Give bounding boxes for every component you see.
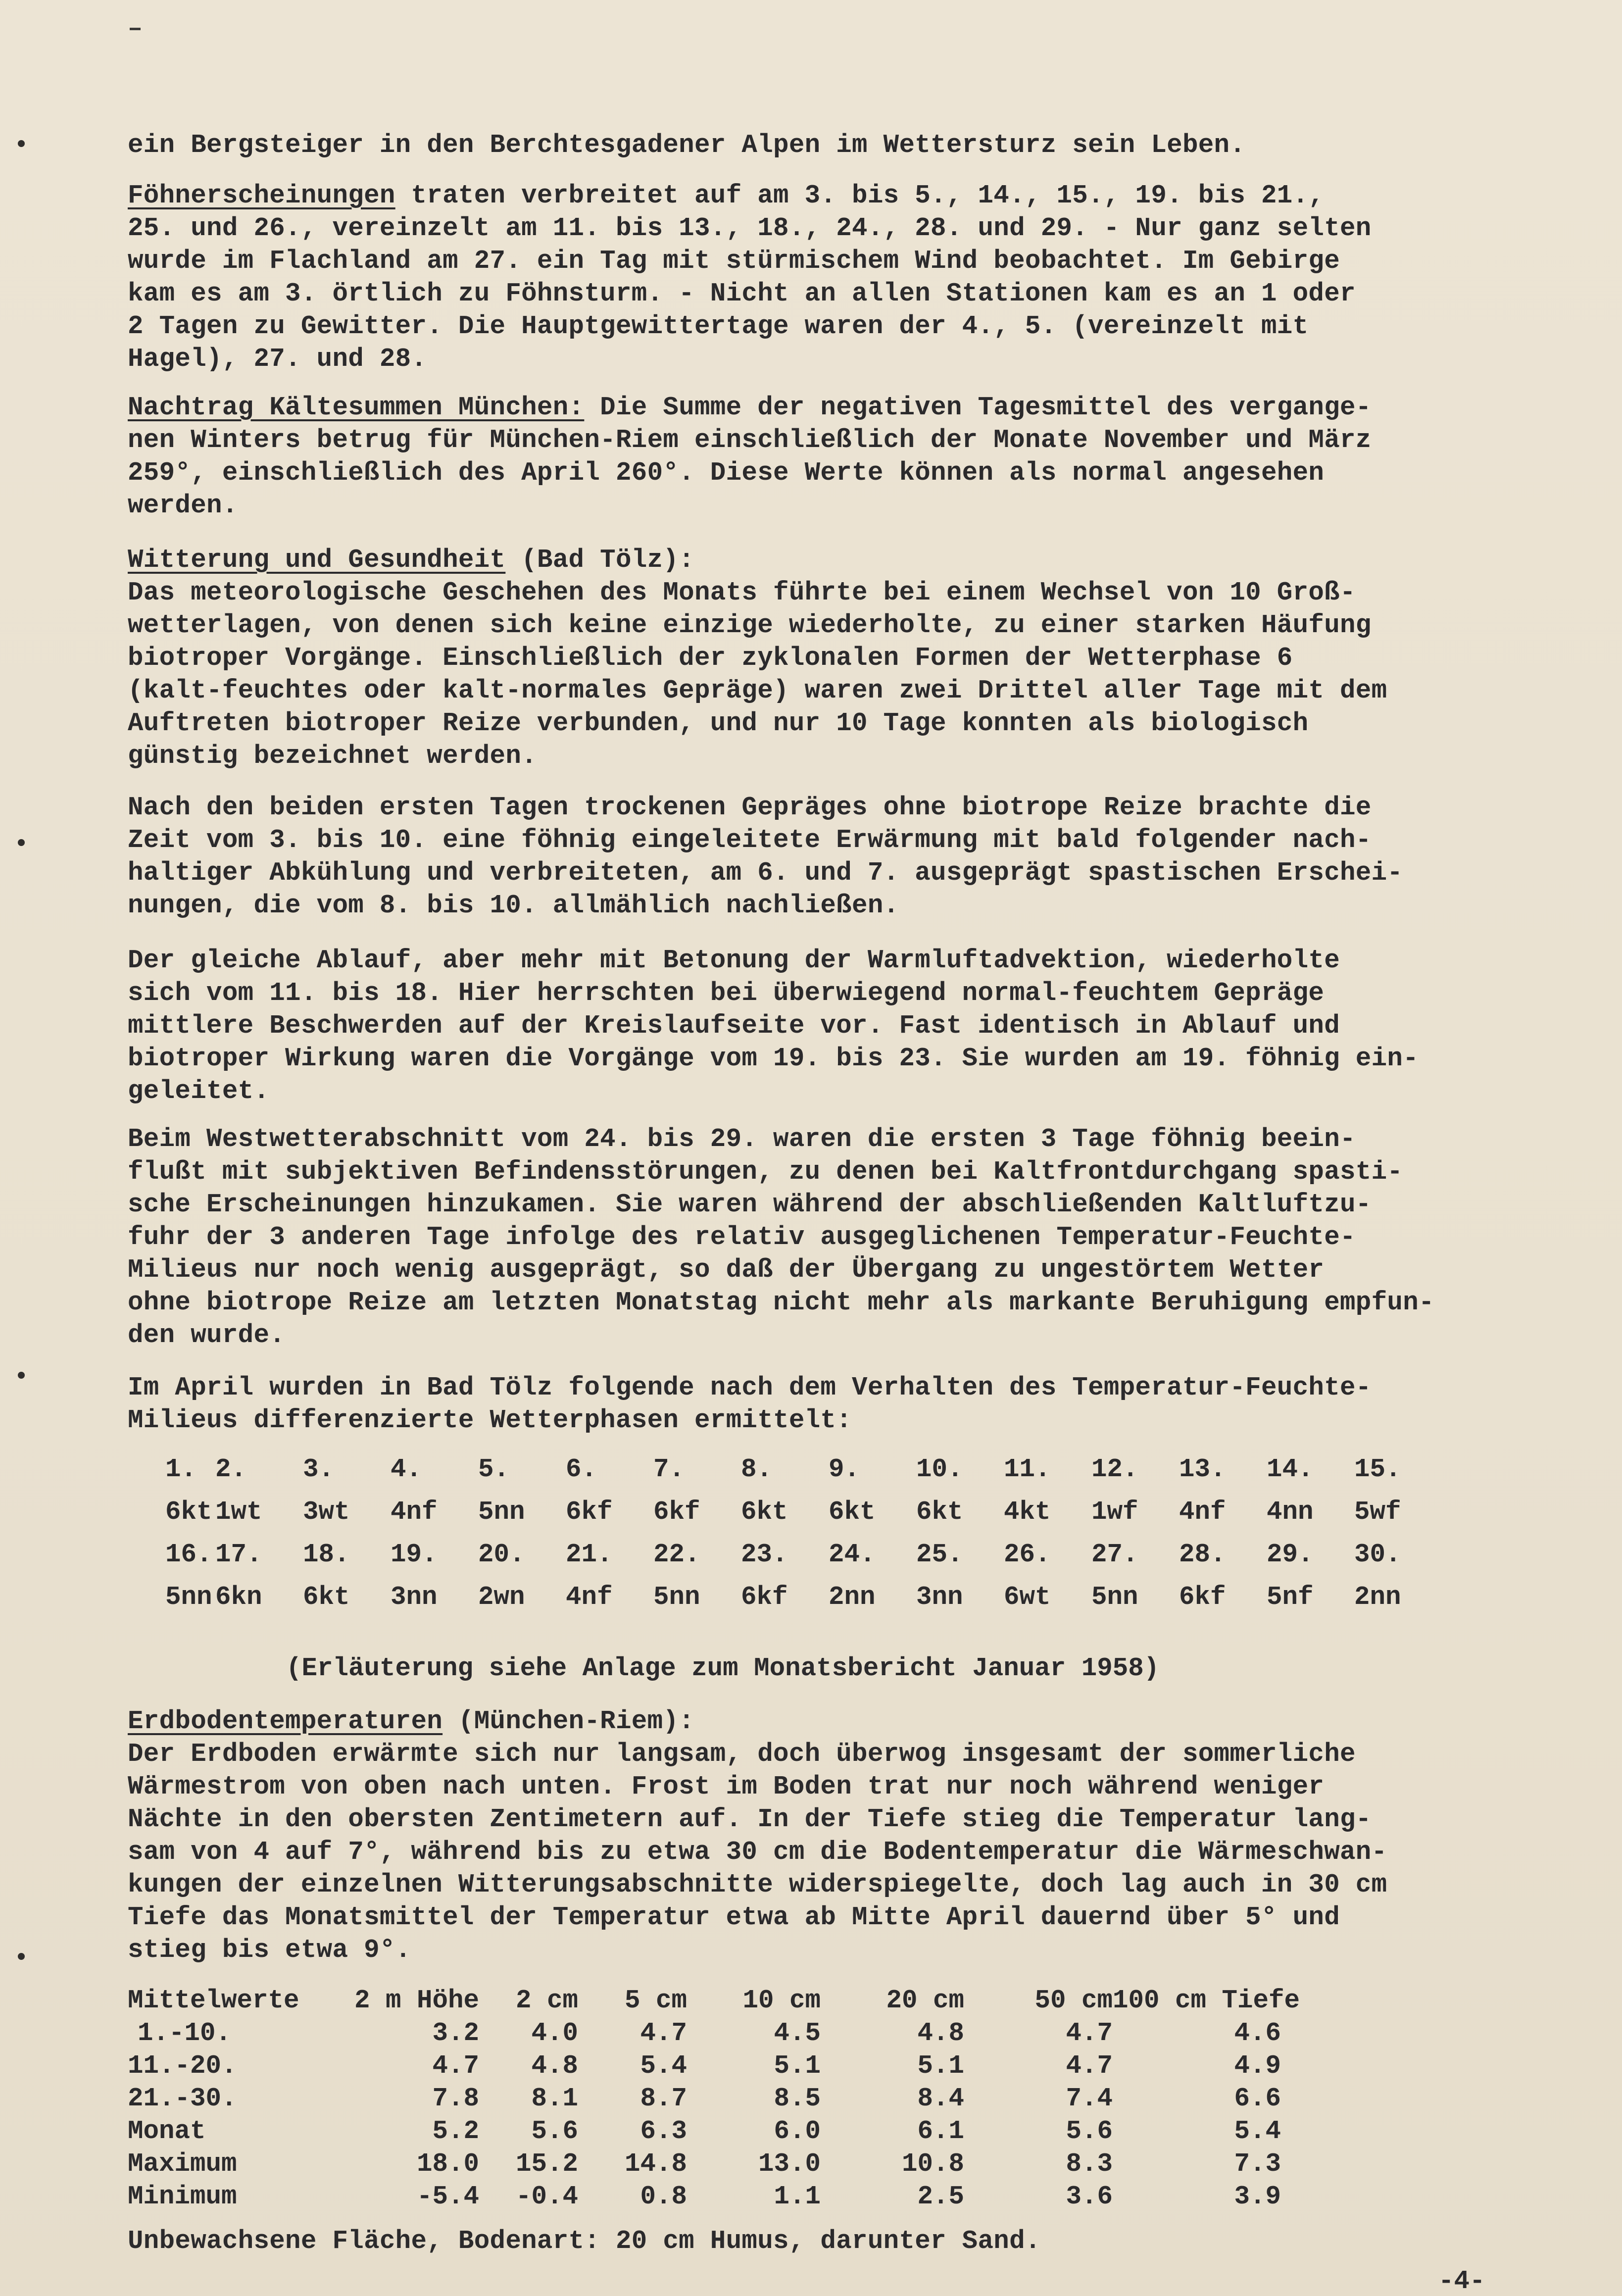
phase-day: 13. [1179,1454,1226,1484]
table-cell: 6.0 [774,2116,821,2146]
text-line: werden. [128,491,238,520]
text-line: 259°, einschließlich des April 260°. Diese Werte können als normal angesehen [128,458,1325,488]
text-line: Wärmestrom von oben nach unten. Frost im Boden trat nur noch während weniger [128,1772,1325,1801]
phase-day: 1. [165,1454,197,1484]
table-cell: 5.4 [640,2051,687,2081]
table-cell: 3.6 [1066,2182,1113,2211]
table-cell: 8.1 [531,2084,578,2113]
phase-day: 27. [1091,1540,1138,1569]
text-line: (kalt-feuchtes oder kalt-normales Gepräge) waren zwei Drittel aller Tage mit dem [128,676,1387,705]
text-line: 2 Tagen zu Gewitter. Die Hauptgewittertage waren der 4., 5. (vereinzelt mit [128,311,1309,341]
phase-code: 6kt [916,1497,963,1527]
phase-code: 5nn [165,1582,212,1612]
table-cell: 1.1 [774,2182,821,2211]
text-line: Erdbodentemperaturen (München-Riem): [128,1706,694,1736]
text-line: Milieus nur noch wenig ausgeprägt, so daß der Übergang zu ungestörtem Wetter [128,1255,1325,1285]
table-header: 100 cm Tiefe [1113,1986,1300,2015]
phase-day: 19. [391,1540,438,1569]
punch-hole [18,140,25,147]
paragraph-erdboden [128,1705,1494,1966]
phase-days-row [128,1448,1494,1491]
paragraph-intro [128,129,1494,161]
table-cell: 4.7 [1066,2018,1113,2048]
table-cell: 4.7 [640,2018,687,2048]
text-line: Zeit vom 3. bis 10. eine föhnig eingeleitete Erwärmung mit bald folgender nach- [128,825,1372,855]
text-line: Witterung und Gesundheit (Bad Tölz): [128,545,694,575]
table-cell: 5.4 [1234,2116,1281,2146]
text-line: Föhnerscheinungen traten verbreitet auf am 3. bis 5., 14., 15., 19. bis 21., [128,181,1325,210]
phase-day: 8. [741,1454,773,1484]
phase-day: 3. [303,1454,335,1484]
text-line: Auftreten biotroper Reize verbunden, und nur 10 Tage konnten als biologisch [128,708,1309,738]
phase-code: 4nf [1179,1497,1226,1527]
text-line: biotroper Vorgänge. Einschließlich der zyklonalen Formen der Wetterphase 6 [128,643,1293,673]
paragraph-ablauf [128,944,1494,1107]
text-line: sche Erscheinungen hinzukamen. Sie waren während der abschließenden Kaltluftzu- [128,1190,1372,1219]
phase-day: 7. [653,1454,685,1484]
table-cell: 4.9 [1234,2051,1281,2081]
phase-code: 5nn [478,1497,525,1527]
table-cell: 21.-30. [128,2084,237,2113]
phase-day: 20. [478,1540,525,1569]
table-header: 2 cm [515,1986,578,2015]
table-cell: 4.6 [1234,2018,1281,2048]
table-cell: 4.8 [531,2051,578,2081]
text-line: wurde im Flachland am 27. ein Tag mit stürmischem Wind beobachtet. Im Gebirge [128,246,1340,276]
table-cell: 7.4 [1066,2084,1113,2113]
table-header-row [128,1984,1514,2017]
text-line: haltiger Abkühlung und verbreiteten, am 6. und 7. ausgeprägt spastischen Erschei- [128,858,1403,888]
text-line: 25. und 26., vereinzelt am 11. bis 13., 18., 24., 28. und 29. - Nur ganz selten [128,213,1372,243]
table-cell: 4.0 [531,2018,578,2048]
table-cell: 8.4 [917,2084,964,2113]
phase-day: 30. [1354,1540,1401,1569]
text-line: geleitet. [128,1076,270,1106]
table-cell: 6.3 [640,2116,687,2146]
text-line: ein Bergsteiger in den Berchtesgadener Alpen im Wettersturz sein Leben. [128,130,1246,160]
table-cell: 14.8 [624,2149,687,2179]
soil-temperature-table [128,1984,1514,2213]
table-row [128,2049,1514,2082]
text-line: Nachtrag Kältesummen München: Die Summe der negativen Tagesmittel des vergange- [128,393,1372,422]
text-line: nungen, die vom 8. bis 10. allmählich nachließen. [128,891,899,920]
table-cell: -5.4 [416,2182,479,2211]
text-line: kam es am 3. örtlich zu Föhnsturm. - Nicht an allen Stationen kam es an 1 oder [128,279,1356,308]
text-line: sam von 4 auf 7°, während bis zu etwa 30 cm die Bodentemperatur die Wärmeschwan- [128,1837,1387,1867]
phase-code: 2nn [829,1582,876,1612]
table-cell: 13.0 [758,2149,821,2179]
table-cell: 6.6 [1234,2084,1281,2113]
text-line: Nach den beiden ersten Tagen trockenen Gepräges ohne biotrope Reize brachte die [128,793,1372,822]
phase-code: 5nn [653,1582,700,1612]
text-line: Tiefe das Monatsmittel der Temperatur etwa ab Mitte April dauernd über 5° und [128,1902,1340,1932]
table-row [128,2180,1514,2213]
table-cell: Monat [128,2116,206,2146]
table-cell: 6.1 [917,2116,964,2146]
phase-day: 17. [215,1540,262,1569]
table-cell: 10.8 [901,2149,964,2179]
phase-code: 6wt [1004,1582,1051,1612]
text-line: wetterlagen, von denen sich keine einzige wiederholte, zu einer starken Häufung [128,610,1372,640]
text-line: Der gleiche Ablauf, aber mehr mit Betonung der Warmluftadvektion, wiederholte [128,946,1340,975]
phase-day: 23. [741,1540,788,1569]
table-cell: 5.6 [531,2116,578,2146]
punch-hole [18,839,25,846]
phase-code: 6kt [165,1497,212,1527]
text-line: biotroper Wirkung waren die Vorgänge vom 19. bis 23. Sie wurden am 19. föhnig ein- [128,1044,1419,1073]
phase-code: 6kt [741,1497,788,1527]
phase-code: 3wt [303,1497,350,1527]
text-line: Der Erdboden erwärmte sich nur langsam, doch überwog insgesamt der sommerliche [128,1739,1356,1769]
phase-codes-row [128,1576,1494,1618]
table-cell: 11.-20. [128,2051,237,2081]
phase-day: 25. [916,1540,963,1569]
text-line: fuhr der 3 anderen Tage infolge des relativ ausgeglichenen Temperatur-Feuchte- [128,1222,1356,1252]
phase-code: 6kf [653,1497,700,1527]
paragraph-erste-tage [128,791,1494,922]
phase-code: 3nn [916,1582,963,1612]
text-line: mittlere Beschwerden auf der Kreislaufseite vor. Fast identisch in Ablauf und [128,1011,1340,1041]
section-heading-erdboden: Erdbodentemperaturen [128,1706,443,1736]
phase-day: 11. [1004,1454,1051,1484]
wetterphasen-grid [128,1448,1494,1618]
phase-day: 4. [391,1454,422,1484]
phase-code: 2wn [478,1582,525,1612]
phase-code: 1wf [1091,1497,1138,1527]
text-line: Das meteorologische Geschehen des Monats führte bei einem Wechsel von 10 Groß- [128,578,1356,607]
soil-footer [128,2225,1494,2257]
phase-codes-row [128,1491,1494,1533]
text-line: Milieus differenzierte Wetterphasen ermittelt: [128,1405,852,1435]
phase-code: 3nn [391,1582,438,1612]
phase-code: 1wt [215,1497,262,1527]
table-cell: 8.7 [640,2084,687,2113]
phase-code: 2nn [1354,1582,1401,1612]
phase-day: 10. [916,1454,963,1484]
text-line: kungen der einzelnen Witterungsabschnitte widerspiegelte, doch lag auch in 30 cm [128,1870,1387,1899]
text-line: Nächte in den obersten Zentimetern auf. In der Tiefe stieg die Temperatur lang- [128,1804,1372,1834]
table-cell: 8.5 [774,2084,821,2113]
phase-day: 24. [829,1540,876,1569]
paragraph-kaeltesummen [128,391,1494,522]
table-cell: 4.5 [774,2018,821,2048]
table-cell: 3.9 [1234,2182,1281,2211]
table-cell: 4.8 [917,2018,964,2048]
phase-code: 6kn [215,1582,262,1612]
table-row [128,2115,1514,2147]
phase-day: 2. [215,1454,247,1484]
table-cell: 7.3 [1234,2149,1281,2179]
text-line: ohne biotrope Reize am letzten Monatstag nicht mehr als markante Beruhigung empfun- [128,1288,1434,1317]
table-cell: 4.7 [1066,2051,1113,2081]
text-line: Im April wurden in Bad Tölz folgende nach dem Verhalten des Temperatur-Feuchte- [128,1373,1372,1402]
section-heading-witterung: Witterung und Gesundheit [128,545,506,575]
phase-code: 5wf [1354,1497,1401,1527]
table-cell: Minimum [128,2182,237,2211]
phase-code: 4kt [1004,1497,1051,1527]
table-header: 10 cm [742,1986,821,2015]
table-row [128,2082,1514,2115]
table-cell: 15.2 [515,2149,578,2179]
phase-day: 16. [165,1540,212,1569]
phase-day: 18. [303,1540,350,1569]
phase-code: 5nn [1091,1582,1138,1612]
table-row [128,2147,1514,2180]
table-cell: 0.8 [640,2182,687,2211]
phase-day: 5. [478,1454,510,1484]
phase-code: 6kf [566,1497,613,1527]
phase-day: 29. [1267,1540,1314,1569]
phases-note: (Erläuterung siehe Anlage zum Monatsbericht Januar 1958) [286,1653,1160,1683]
text-line: flußt mit subjektiven Befindensstörungen, zu denen bei Kaltfrontdurchgang spasti- [128,1157,1403,1187]
text-line: günstig bezeichnet werden. [128,741,537,771]
text-line: Hagel), 27. und 28. [128,344,427,374]
text-line: Beim Westwetterabschnitt vom 24. bis 29. waren die ersten 3 Tage föhnig beein- [128,1124,1356,1154]
table-cell: 8.3 [1066,2149,1113,2179]
paragraph-wetterphasen-intro [128,1371,1494,1437]
phase-day: 22. [653,1540,700,1569]
table-cell: 7.8 [432,2084,479,2113]
phase-code: 4nn [1267,1497,1314,1527]
phase-code: 6kf [741,1582,788,1612]
table-row [128,2017,1514,2049]
phase-code: 6kt [303,1582,350,1612]
table-cell: 5.6 [1066,2116,1113,2146]
text-line: stieg bis etwa 9°. [128,1935,411,1965]
page-number: -4- [1438,2266,1485,2296]
table-header: 2 m Höhe [354,1986,479,2015]
phase-day: 6. [566,1454,597,1484]
phase-day: 28. [1179,1540,1226,1569]
phase-day: 12. [1091,1454,1138,1484]
phase-code: 6kf [1179,1582,1226,1612]
table-cell: Maximum [128,2149,237,2179]
table-cell: -0.4 [515,2182,578,2211]
paragraph-westwetter [128,1123,1494,1351]
text-line: Unbewachsene Fläche, Bodenart: 20 cm Humus, darunter Sand. [128,2226,1041,2256]
table-header: 20 cm [886,1986,964,2015]
phase-day: 15. [1354,1454,1401,1484]
text-line: nen Winters betrug für München-Riem einschließlich der Monate November und März [128,425,1372,455]
section-heading-kaeltesummen: Nachtrag Kältesummen München: [128,393,585,422]
phase-day: 14. [1267,1454,1314,1484]
table-header: 50 cm [1034,1986,1113,2015]
table-cell: 5.2 [432,2116,479,2146]
table-cell: 2.5 [917,2182,964,2211]
phase-day: 9. [829,1454,860,1484]
phase-days-row [128,1533,1494,1576]
text-line: sich vom 11. bis 18. Hier herrschten bei überwiegend normal-feuchtem Gepräge [128,978,1325,1008]
table-cell: 5.1 [774,2051,821,2081]
phase-code: 6kt [829,1497,876,1527]
corner-mark [130,28,141,30]
table-cell: 1.-10. [138,2018,232,2048]
phase-code: 4nf [391,1497,438,1527]
phase-code: 5nf [1267,1582,1314,1612]
phase-day: 21. [566,1540,613,1569]
table-header: Mittelwerte [128,1986,299,2015]
paragraph-witterung [128,544,1494,772]
table-cell: 4.7 [432,2051,479,2081]
phase-day: 26. [1004,1540,1051,1569]
paragraph-foehn [128,179,1494,375]
phase-code: 4nf [566,1582,613,1612]
table-cell: 5.1 [917,2051,964,2081]
table-cell: 18.0 [416,2149,479,2179]
text-line: den wurde. [128,1320,286,1350]
punch-hole [18,1372,25,1379]
table-cell: 3.2 [432,2018,479,2048]
section-heading-foehn: Föhnerscheinungen [128,181,395,210]
table-header: 5 cm [624,1986,687,2015]
punch-hole [18,1953,25,1960]
